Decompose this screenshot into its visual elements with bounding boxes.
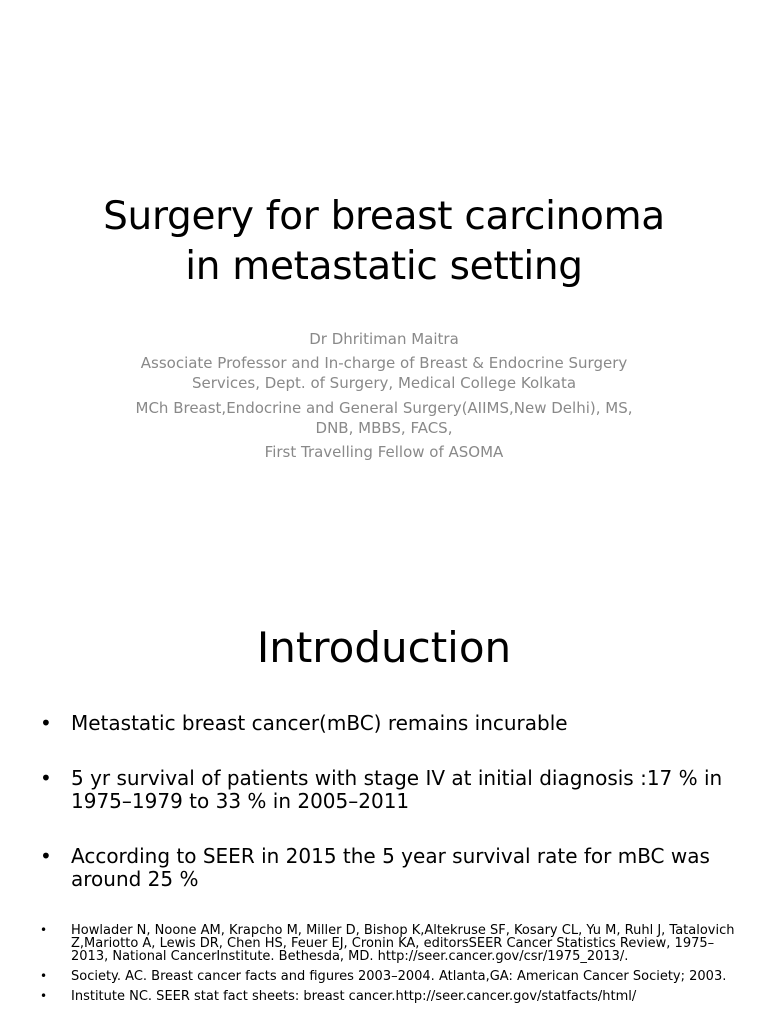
bullet-dot-icon: • (40, 923, 48, 937)
bullet-item (40, 712, 740, 735)
bullet-item (40, 845, 740, 891)
slide-title-line: in metastatic setting (185, 244, 583, 289)
bullet-dot-icon: • (40, 766, 52, 790)
slide-heading: Introduction (256, 623, 512, 672)
reference-item (40, 990, 740, 1003)
bullet-item (40, 767, 740, 813)
bullet-dot-icon: • (40, 969, 48, 983)
reference-text: Howlader N, Noone AM, Krapcho M, Miller D, Bishop K,Altekruse SF, Kosary CL, Yu M, Ruhl J, Tatalovich Z,Mariotto A, Lewis DR, Chen HS, Feuer EJ, Cronin KA, editorsSEER Cancer Statistics Review, 1975–2013, National CancerInstitute. Bethesda, MD. http://seer.cancer.gov/csr/1975_2013/. (71, 923, 735, 964)
bullet-dot-icon: • (40, 989, 48, 1003)
bullet-list (40, 712, 740, 891)
bullet-text: According to SEER in 2015 the 5 year survival rate for mBC was around 25 % (71, 844, 710, 891)
author-name: Dr Dhritiman Maitra (309, 330, 459, 348)
bullet-text: 5 yr survival of patients with stage IV at initial diagnosis :17 % in 1975–1979 to 33 % in 2005–2011 (71, 766, 723, 813)
author-qualifications-line: DNB, MBBS, FACS, (315, 419, 453, 437)
reference-item (40, 924, 740, 963)
slide-title (40, 192, 728, 292)
author-fellowship: First Travelling Fellow of ASOMA (264, 443, 504, 461)
reference-list (40, 924, 740, 1003)
bullet-dot-icon: • (40, 844, 52, 868)
author-affiliation-line: Associate Professor and In-charge of Breast & Endocrine Surgery (140, 354, 628, 372)
author-details (70, 329, 698, 462)
reference-text: Institute NC. SEER stat fact sheets: breast cancer.http://seer.cancer.gov/statfacts/html/ (71, 989, 637, 1004)
bullet-text: Metastatic breast cancer(mBC) remains incurable (71, 711, 568, 735)
reference-text: Society. AC. Breast cancer facts and figures 2003–2004. Atlanta,GA: American Cancer Society; 2003. (71, 969, 727, 984)
introduction-slide (0, 576, 768, 1024)
author-affiliation-line: Services, Dept. of Surgery, Medical College Kolkata (191, 374, 577, 392)
author-qualifications-line: MCh Breast,Endocrine and General Surgery(AIIMS,New Delhi), MS, (135, 399, 633, 417)
bullet-dot-icon: • (40, 711, 52, 735)
slide-title-line: Surgery for breast carcinoma (103, 194, 665, 239)
reference-item (40, 970, 740, 983)
